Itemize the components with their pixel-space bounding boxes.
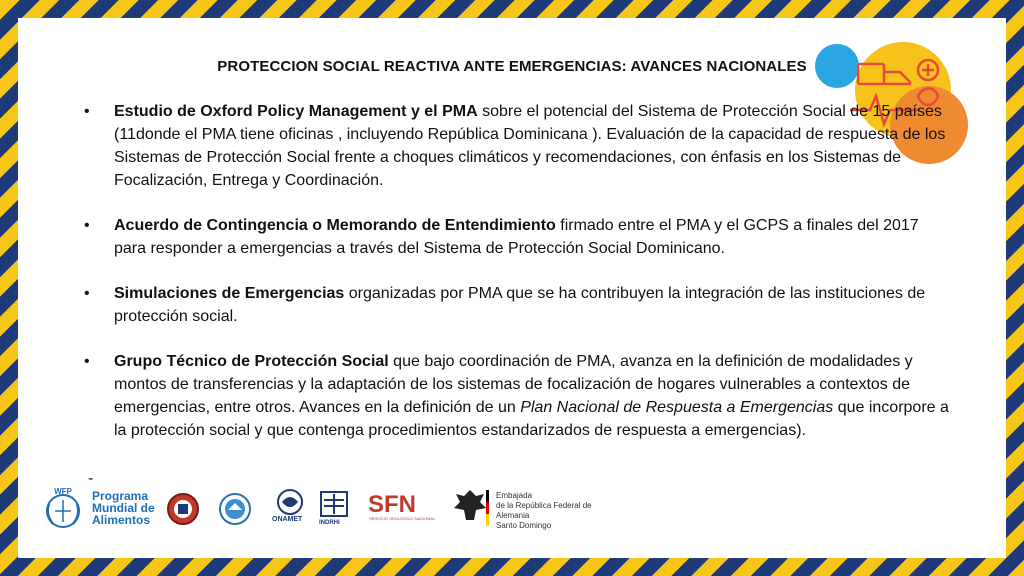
bullet-marker: •: [84, 217, 90, 234]
sfn-logo: [368, 490, 430, 516]
indrhi-label: INDRHI: [319, 520, 340, 526]
sfn-subtitle: SERVICIO GEOLÓGICO NACIONAL: [369, 516, 436, 521]
indrhi-logo: [318, 488, 350, 520]
slide-title: PROTECCION SOCIAL REACTIVA ANTE EMERGENCIAS: AVANCES NACIONALES: [217, 58, 807, 75]
bullet-marker: •: [84, 285, 90, 302]
wfp-name: [92, 490, 155, 526]
bullet-item: [80, 214, 950, 260]
bullet-bold-text: Grupo Técnico de Protección Social: [114, 353, 389, 370]
bullet-text: que bajo coordinación de PMA, avanza en la definición de modalidades y montos de transferencias y la adaptación de los sistemas de focalización de hogares vulnerables a contextos de emergencias, entre otros. Avances en la definición de un: [114, 353, 913, 416]
embassy-line: Embajada: [496, 491, 533, 500]
bullet-bold-text: Estudio de Oxford Policy Management y el PMA: [114, 103, 478, 120]
bullet-item: [80, 350, 950, 442]
embassy-label: [496, 491, 600, 531]
wfp-name-line: Alimentos: [92, 513, 151, 527]
wfp-name-line: Mundial de: [92, 501, 155, 515]
bullet-bold-text: Simulaciones de Emergencias: [114, 285, 345, 302]
government-seal-logo: [166, 492, 200, 526]
bullet-italic-text: Plan Nacional de Respuesta a Emergencias: [520, 399, 834, 416]
partner-logos: [40, 482, 600, 540]
sfn-text: SFN: [368, 491, 416, 516]
embassy-line: Santo Domingo: [496, 521, 552, 530]
bullet-bold-text: Acuerdo de Contingencia o Memorando de Entendimiento: [114, 217, 556, 234]
onamet-logo: [276, 488, 304, 516]
german-eagle-logo: [450, 486, 490, 532]
wfp-laurel-logo: [40, 486, 86, 532]
bullet-item: [80, 100, 950, 192]
stray-dash: -: [88, 470, 94, 487]
bullet-marker: •: [84, 103, 90, 120]
bullet-text: sobre el potencial del Sistema de Protección Social de 15 países (11donde el PMA tiene oficinas , incluyendo República Dominicana ). Evaluación de la capacidad de respuesta de los Sistemas de Protección Social frente a choques climáticos y recomendaciones, con énfasis en los Sistemas de Focalización, Entrega y Coordinación.: [114, 103, 946, 189]
bullet-marker: •: [84, 353, 90, 370]
embassy-line: de la República Federal de Alemania: [496, 501, 592, 520]
civil-defense-seal-logo: [218, 492, 252, 526]
wfp-name-line: Programa: [92, 489, 149, 503]
bullet-list: [80, 100, 950, 464]
bullet-item: [80, 282, 950, 328]
bullet-text: firmado entre el PMA y el GCPS a finales del 2017 para responder a emergencias a través del Sistema de Protección Social Dominicano.: [114, 217, 919, 257]
onamet-label: ONAMET: [272, 516, 303, 523]
bullet-text: organizadas por PMA que se ha contribuyen la integración de las instituciones de protección social.: [114, 285, 926, 325]
wfp-mark-text: WFP: [54, 487, 72, 496]
bullet-text: que incorpore a la protección social y que contenga procedimientos estandarizados de respuesta a emergencias).: [114, 399, 949, 439]
